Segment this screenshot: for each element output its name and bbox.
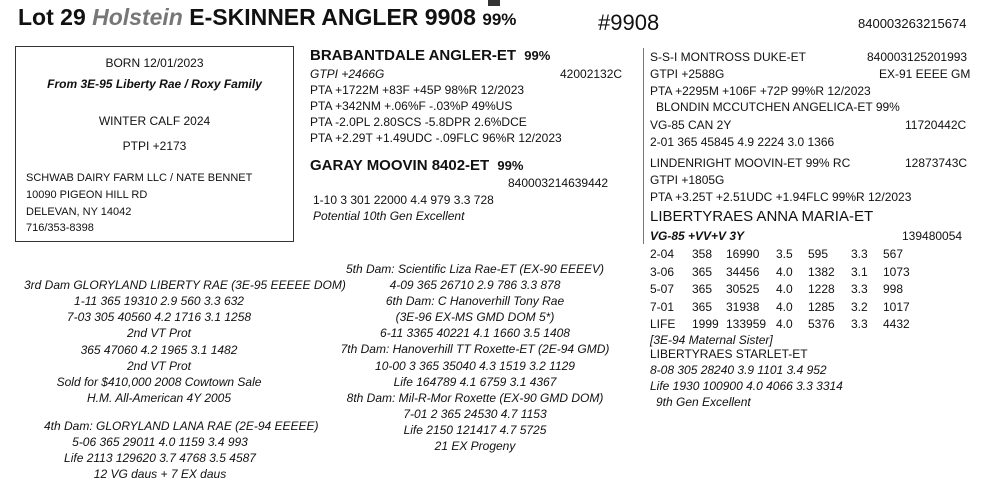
animal-percent: 99%: [482, 10, 517, 29]
animal-id: 840003263215674: [858, 16, 967, 31]
dam4-title: 4th Dam: GLORYLAND LANA RAE (2E-94 EEEEE): [44, 419, 319, 433]
cell: 4.0: [776, 317, 793, 331]
cell: 30525: [726, 282, 760, 296]
starlet-life: Life 1930 100900 4.0 4066 3.3 3314: [650, 379, 843, 393]
cell: 2-04: [650, 247, 675, 261]
center-pedigree: [330, 261, 620, 454]
mgd-class: VG-85 +VV+V 3Y: [650, 229, 745, 243]
cell: 365: [692, 264, 713, 279]
cell: 133959: [726, 317, 767, 331]
city: DELEVAN, NY 14042: [26, 206, 132, 218]
sire-dam: [656, 100, 900, 115]
reg-number: #9908: [598, 10, 660, 35]
cell: 3.3: [851, 247, 868, 261]
sire-sire-pta: PTA +2295M +106F +72P 99%R 12/2023: [650, 84, 871, 98]
calf-class: WINTER CALF 2024: [98, 114, 211, 128]
column-divider: [643, 48, 644, 244]
cell: 5-07: [650, 282, 675, 296]
cell: 567: [883, 247, 904, 261]
dam3-line: Sold for $410,000 2008 Cowtown Sale: [56, 375, 262, 390]
cell: 1228: [808, 282, 835, 296]
breed: Holstein: [92, 4, 183, 30]
cell: 3-06: [650, 264, 675, 279]
sire-pta-line: PTA -2.0PL 2.80SCS -5.8DPR 2.6%DCE: [310, 115, 527, 129]
family-line: From 3E-95 Liberty Rae / Roxy Family: [47, 77, 262, 91]
cell: 1382: [808, 264, 835, 279]
pedigree-line: 4-09 365 26710 2.9 786 3.3 878: [389, 278, 561, 293]
info-box: [15, 46, 294, 242]
dam4-details: [0, 434, 320, 482]
pedigree-line: 7-01 2 365 24530 4.7 1153: [403, 406, 547, 421]
dam4-line: Life 2113 129620 3.7 4768 3.5 4587: [64, 451, 256, 465]
cell: 3.2: [851, 299, 868, 314]
table-row: [650, 264, 923, 282]
cell: 34456: [726, 264, 760, 279]
dam3-title: 3rd Dam GLORYLAND LIBERTY RAE (3E-95 EEEEE DOM): [24, 278, 346, 292]
mgd-id: 139480054: [902, 229, 963, 243]
sire-name: [310, 47, 550, 64]
dam4-line: 12 VG daus + 7 EX daus: [93, 467, 227, 481]
sire-percent: 99%: [524, 48, 551, 63]
born-date: BORN 12/01/2023: [105, 56, 204, 70]
mgs-sire-pta: PTA +3.25T +2.51UDC +1.94FLC 99%R 12/2023: [650, 190, 912, 204]
sire-pta-line: PTA +1722M +83F +45P 98%R 12/2023: [310, 83, 525, 97]
table-row: [650, 281, 923, 299]
dam3-line: 2nd VT Prot: [126, 326, 192, 341]
mgs-id: 840003214639442: [508, 176, 609, 190]
dam3-line: 7-03 305 40560 4.2 1716 3.1 1258: [66, 310, 252, 325]
sire-pta-block: [310, 82, 562, 146]
table-row: [650, 246, 923, 264]
mgs-name-text: GARAY MOOVIN 8402-ET: [310, 157, 490, 174]
sire-dam-record: 2-01 365 45845 4.9 2224 3.0 1366: [650, 135, 835, 149]
cell: 365: [692, 299, 713, 314]
cell: 1017: [883, 299, 910, 314]
sire-sire-gtpi: GTPI +2588G: [650, 67, 725, 81]
sire-pta-line: PTA +342NM +.06%F -.03%P 49%US: [310, 99, 513, 113]
sire-dam-class: VG-85 CAN 2Y: [650, 118, 732, 132]
mgs-sire: LINDENRIGHT MOOVIN-ET 99% RC: [650, 156, 851, 170]
ninth-gen: 9th Gen Excellent: [656, 395, 751, 409]
starlet-record: 8-08 305 28240 3.9 1101 3.4 952: [650, 363, 827, 377]
address: 10090 PIGEON HILL RD: [26, 189, 148, 201]
cell: 1285: [808, 299, 835, 314]
dam3-line: 2nd VT Prot: [126, 358, 192, 373]
cell: 1073: [883, 264, 910, 279]
cell: 3.5: [776, 247, 793, 261]
pedigree-line: 10-00 3 365 35040 4.3 1519 3.2 1129: [375, 358, 575, 373]
sire-sire-class: EX-91 EEEE GM: [879, 67, 971, 81]
cell: 31938: [726, 299, 760, 314]
owner: SCHWAB DAIRY FARM LLC / NATE BENNET: [26, 172, 253, 184]
pedigree-line: 6th Dam: C Hanoverhill Tony Rae: [385, 294, 565, 309]
animal-name: E-SKINNER ANGLER 9908: [189, 4, 476, 30]
cell: 3.3: [851, 282, 868, 296]
cell: 1999: [692, 317, 719, 331]
dam3-line: H.M. All-American 4Y 2005: [86, 391, 232, 406]
dam3-line: 1-11 365 19310 2.9 560 3.3 632: [74, 294, 244, 308]
cell: 365: [692, 282, 713, 296]
sire-sire: S-S-I MONTROSS DUKE-ET: [650, 50, 807, 64]
cell: 4432: [883, 317, 910, 331]
pedigree-line: Life 2150 121417 4.7 5725: [403, 422, 547, 437]
cell: LIFE: [650, 317, 676, 331]
sire-dam-id: 11720442C: [905, 118, 967, 132]
dam3-details: [0, 293, 318, 406]
sire-id: 42002132C: [560, 67, 623, 81]
table-row: [650, 299, 923, 317]
starlet-name: LIBERTYRAES STARLET-ET: [650, 347, 808, 361]
cell: 4.0: [776, 264, 793, 279]
mgs-percent: 99%: [497, 158, 524, 173]
cell: 5376: [808, 317, 835, 331]
sire-dam-name: BLONDIN MCCUTCHEN ANGELICA-ET: [656, 100, 873, 114]
sire-sire-id: 840003125201993: [867, 50, 968, 64]
pedigree-line: 21 EX Progeny: [434, 439, 516, 454]
cell: 7-01: [650, 299, 675, 314]
mgs-sire-id: 12873743C: [905, 156, 968, 170]
mgd-name: LIBERTYRAES ANNA MARIA-ET: [650, 208, 874, 225]
dam4-line: 5-06 365 29011 4.0 1159 3.4 993: [72, 435, 248, 449]
cell: 998: [883, 282, 904, 296]
lot-number: Lot 29: [18, 4, 86, 30]
mgs-name: [310, 157, 523, 174]
sire-name-text: BRABANTDALE ANGLER-ET: [310, 47, 517, 64]
mgs-note: Potential 10th Gen Excellent: [313, 209, 465, 223]
maternal-sister: [3E-94 Maternal Sister]: [650, 333, 773, 347]
mgs-record: 1-10 3 301 22000 4.4 979 3.3 728: [313, 193, 494, 207]
cell: 3.1: [851, 264, 868, 279]
pedigree-line: 8th Dam: Mil-R-Mor Roxette (EX-90 GMD DOM): [346, 390, 604, 405]
phone: 716/353-8398: [26, 222, 94, 234]
pedigree-line: 7th Dam: Hanoverhill TT Roxette-ET (2E-94 GMD): [340, 342, 610, 357]
dam3-line: 365 47060 4.2 1965 3.1 1482: [80, 342, 238, 357]
cell: 16990: [726, 247, 760, 261]
sire-pta-line: PTA +2.29T +1.49UDC -.09FLC 96%R 12/2023: [310, 131, 562, 145]
mgd-records-table: [650, 246, 923, 334]
cell: 4.0: [776, 282, 793, 296]
pedigree-line: 5th Dam: Scientific Liza Rae-ET (EX-90 EEEEV): [345, 262, 605, 276]
cell: 4.0: [776, 299, 793, 314]
ptpi: PTPI +2173: [122, 139, 187, 153]
sire-dam-percent: 99%: [875, 100, 900, 114]
pedigree-line: 6-11 3365 40221 4.1 1660 3.5 1408: [380, 326, 570, 341]
lot-header: [18, 4, 516, 31]
pedigree-line: Life 164789 4.1 6759 3.1 4367: [393, 374, 557, 389]
cell: 358: [692, 247, 713, 261]
pedigree-line: (3E-96 EX-MS GMD DOM 5*): [395, 310, 555, 325]
cell: 3.3: [851, 317, 868, 331]
mgs-sire-gtpi: GTPI +1805G: [650, 173, 725, 187]
cell: 595: [808, 247, 829, 261]
table-row: [650, 316, 923, 334]
sire-gtpi: GTPI +2466G: [310, 67, 385, 81]
